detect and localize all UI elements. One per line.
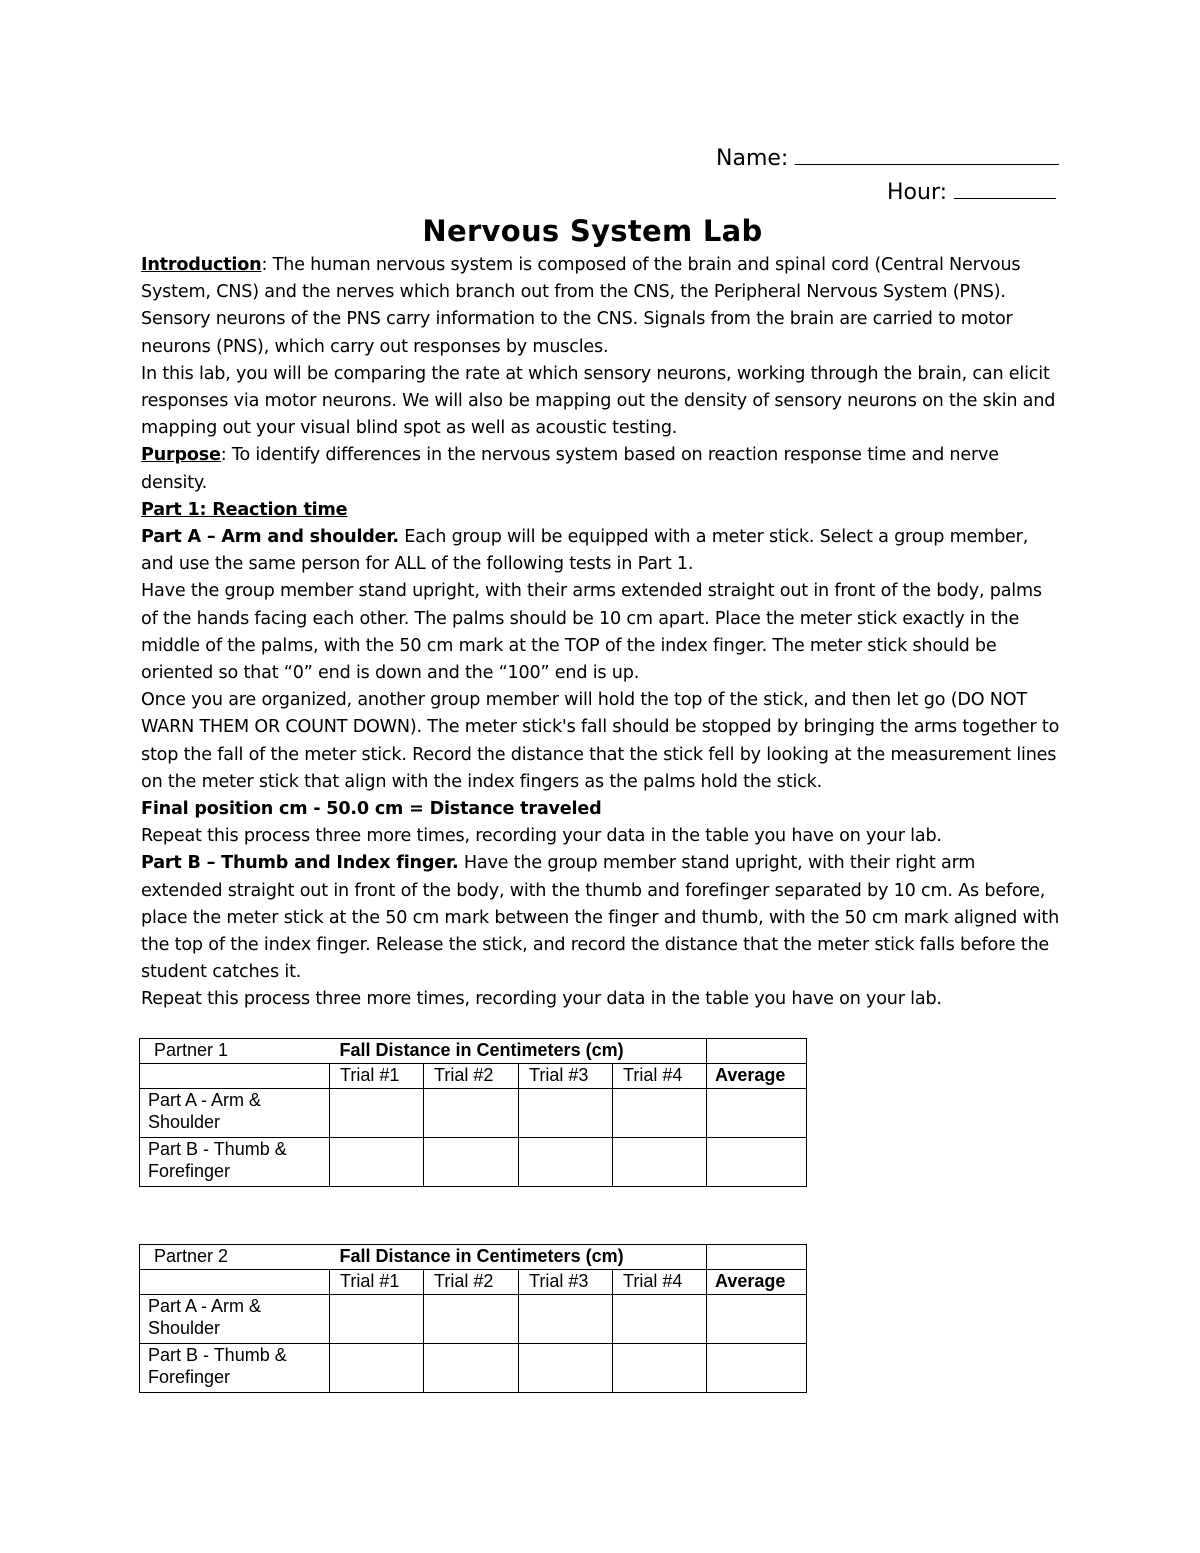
column-header: Trial #3	[519, 1270, 613, 1295]
purpose-text: : To identify differences in the nervous system based on reaction response time and nerve density.	[141, 445, 999, 493]
column-header: Trial #3	[519, 1064, 613, 1089]
average-cell[interactable]	[707, 1295, 807, 1344]
purpose-paragraph	[141, 442, 1061, 496]
corner-cell	[140, 1270, 330, 1295]
partner-label: Partner 2	[140, 1245, 330, 1270]
intro-text: : The human nervous system is composed of the brain and spinal cord (Central Nervous System, CNS) and the nerves which branch out from the CNS, the Peripheral Nervous System (PNS). Sensory neurons of the PNS carry information to the CNS. Signals from the brain are carried to motor neurons (PNS), which carry out responses by muscles.	[141, 255, 1021, 357]
data-cell[interactable]	[613, 1138, 707, 1187]
column-header: Trial #2	[424, 1064, 519, 1089]
fall-distance-header: Fall Distance in Centimeters (cm)	[330, 1039, 707, 1064]
formula-line: Final position cm - 50.0 cm = Distance traveled	[141, 799, 602, 820]
column-header: Trial #1	[330, 1064, 424, 1089]
table-row	[140, 1344, 807, 1393]
average-cell[interactable]	[707, 1344, 807, 1393]
average-column-header: Average	[707, 1270, 807, 1295]
repeat-line-2: Repeat this process three more times, recording your data in the table you have on your lab.	[141, 989, 942, 1010]
row-label: Part B - Thumb & Forefinger	[140, 1344, 330, 1393]
intro-paragraph	[141, 252, 1061, 361]
hour-label: Hour:	[887, 180, 948, 205]
purpose-label: Purpose	[141, 445, 221, 466]
partA-paragraph-3: Once you are organized, another group member will hold the top of the stick, and then let go (DO NOT WARN THEM OR COUNT DOWN). The meter stick's fall should be stopped by bringing the arms together to stop the fall of the meter stick. Record the distance that the stick fell by looking at the measurement lines on the meter stick that align with the index fingers as the palms hold the stick.	[141, 690, 1060, 792]
data-cell[interactable]	[330, 1295, 424, 1344]
partner-1-table	[139, 1038, 807, 1187]
row-label: Part B - Thumb & Forefinger	[140, 1138, 330, 1187]
name-line	[716, 144, 1059, 173]
corner-cell	[140, 1064, 330, 1089]
header-blank-cell	[707, 1039, 807, 1064]
column-header: Trial #4	[613, 1064, 707, 1089]
data-cell[interactable]	[613, 1344, 707, 1393]
partA-label: Part A – Arm and shoulder.	[141, 527, 399, 548]
column-header: Trial #2	[424, 1270, 519, 1295]
data-cell[interactable]	[519, 1138, 613, 1187]
row-label: Part A - Arm & Shoulder	[140, 1089, 330, 1138]
average-column-header: Average	[707, 1064, 807, 1089]
data-cell[interactable]	[613, 1089, 707, 1138]
data-cell[interactable]	[519, 1089, 613, 1138]
partner-2-table	[139, 1244, 807, 1393]
row-label: Part A - Arm & Shoulder	[140, 1295, 330, 1344]
data-cell[interactable]	[519, 1295, 613, 1344]
partner-label: Partner 1	[140, 1039, 330, 1064]
fall-distance-header: Fall Distance in Centimeters (cm)	[330, 1245, 707, 1270]
partB-label: Part B – Thumb and Index finger.	[141, 853, 459, 874]
header-blank-cell	[707, 1245, 807, 1270]
page-title: Nervous System Lab	[422, 214, 763, 248]
data-cell[interactable]	[424, 1295, 519, 1344]
name-label: Name:	[716, 146, 789, 171]
data-cell[interactable]	[424, 1138, 519, 1187]
average-cell[interactable]	[707, 1138, 807, 1187]
table-row	[140, 1295, 807, 1344]
column-header: Trial #1	[330, 1270, 424, 1295]
repeat-line-1: Repeat this process three more times, recording your data in the table you have on your lab.	[141, 826, 942, 847]
data-cell[interactable]	[519, 1344, 613, 1393]
data-cell[interactable]	[330, 1089, 424, 1138]
data-cell[interactable]	[330, 1344, 424, 1393]
partA-paragraph-2: Have the group member stand upright, with their arms extended straight out in front of the body, palms of the hands facing each other. The palms should be 10 cm apart. Place the meter stick exactly in the middle of the palms, with the 50 cm mark at the TOP of the index finger. The meter stick should be oriented so that “0” end is down and the “100” end is up.	[141, 581, 1042, 684]
data-cell[interactable]	[330, 1138, 424, 1187]
partA-paragraph	[141, 524, 1061, 578]
data-cell[interactable]	[613, 1295, 707, 1344]
column-header: Trial #4	[613, 1270, 707, 1295]
data-cell[interactable]	[424, 1089, 519, 1138]
partA-text: Each group will be equipped with a meter stick. Select a group member, and use the same person for ALL of the following tests in Part 1.	[141, 527, 1029, 575]
hour-blank[interactable]	[954, 178, 1056, 199]
table-row	[140, 1138, 807, 1187]
average-cell[interactable]	[707, 1089, 807, 1138]
hour-line	[887, 178, 1056, 207]
name-blank[interactable]	[795, 144, 1059, 165]
data-cell[interactable]	[424, 1344, 519, 1393]
partB-text: Have the group member stand upright, with their right arm extended straight out in front of the body, with the thumb and forefinger separated by 10 cm. As before, place the meter stick at the 50 cm mark between the finger and thumb, with the 50 cm mark aligned with the top of the index finger. Release the stick, and record the distance that the meter stick falls before the student catches it.	[141, 853, 1060, 983]
table-row	[140, 1089, 807, 1138]
instructions-body	[141, 252, 1061, 1014]
part1-heading: Part 1: Reaction time	[141, 499, 348, 520]
intro-paragraph-2: In this lab, you will be comparing the rate at which sensory neurons, working through the brain, can elicit responses via motor neurons. We will also be mapping out the density of sensory neurons on the skin and mapping out your visual blind spot as well as acoustic testing.	[141, 363, 1056, 439]
partB-paragraph	[141, 850, 1061, 986]
intro-label: Introduction	[141, 255, 262, 275]
